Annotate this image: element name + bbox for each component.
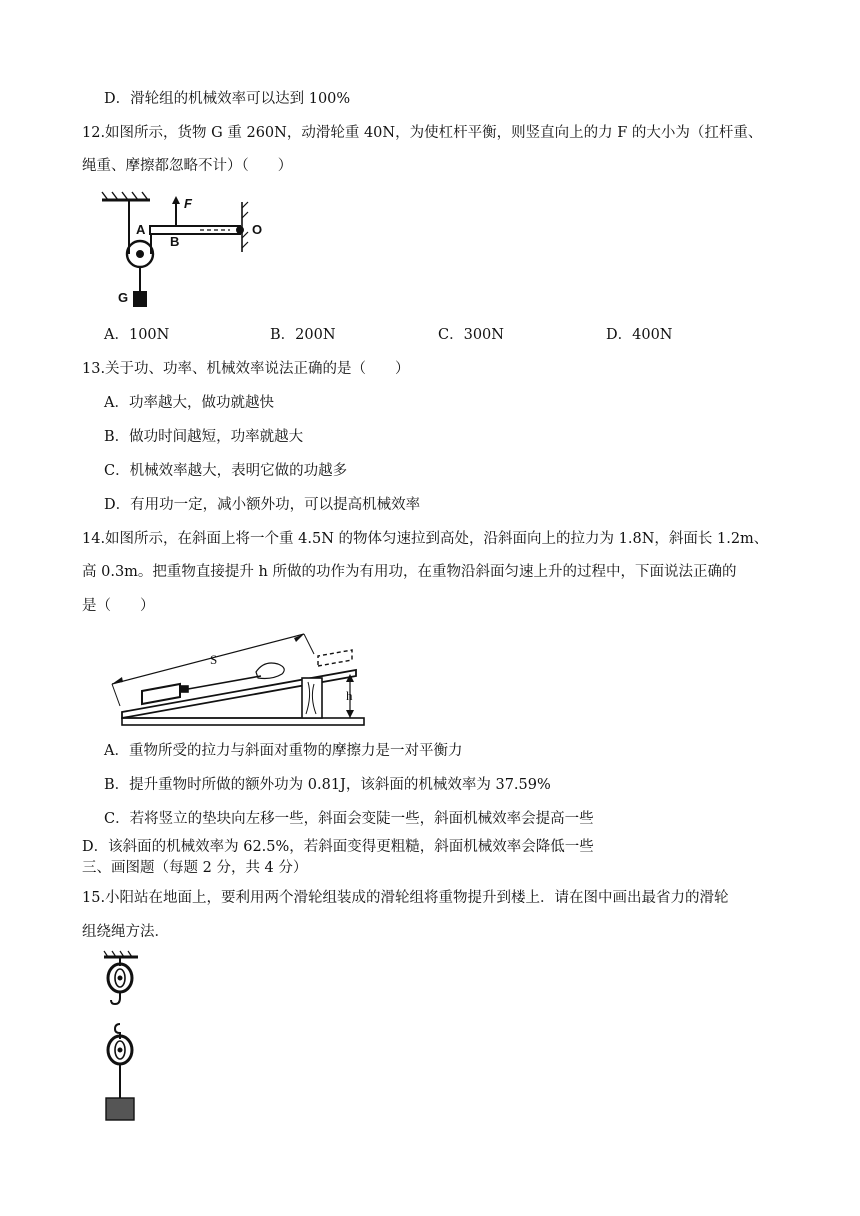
- q15-stem-line1: 15.小阳站在地面上，要利用两个滑轮组装成的滑轮组将重物提升到楼上．请在图中画出最省力的滑轮: [82, 890, 729, 906]
- q13-option-b: B．做功时间越短，功率就越大: [104, 429, 304, 445]
- q12-label-a: A: [136, 222, 146, 237]
- q12-label-g: G: [118, 290, 129, 305]
- q13-option-a: A．功率越大，做功就越快: [104, 395, 274, 411]
- q12-lever-pulley-figure: [100, 188, 280, 312]
- q14-stem-line1: 14.如图所示，在斜面上将一个重 4.5N 的物体匀速拉到高处，沿斜面向上的拉力为 1.8N，斜面长 1.2m、: [82, 531, 769, 547]
- q14-stem-line3: 是（ ）: [82, 598, 155, 614]
- q14-label-s: S: [210, 652, 218, 667]
- q12-stem-line2: 绳重、摩擦都忽略不计）（ ）: [82, 158, 293, 174]
- q13-option-d: D．有用功一定，减小额外功，可以提高机械效率: [104, 497, 421, 513]
- section3-heading: 三、画图题（每题 2 分，共 4 分）: [82, 860, 308, 876]
- q12-label-b: B: [170, 234, 180, 249]
- q14-stem-line2: 高 0.3m。把重物直接提升 h 所做的功作为有用功，在重物沿斜面匀速上升的过程中，下面说法正确的: [82, 564, 737, 580]
- q12-option-b: B．200N: [270, 327, 336, 343]
- q12-option-d: D．400N: [606, 327, 673, 343]
- q12-label-o: O: [252, 222, 263, 237]
- q14-option-a: A．重物所受的拉力与斜面对重物的摩擦力是一对平衡力: [104, 743, 463, 759]
- q15-pulley-figure: [98, 950, 148, 1128]
- q14-option-d: D．该斜面的机械效率为 62.5%，若斜面变得更粗糙，斜面机械效率会降低一些: [82, 839, 594, 855]
- q14-option-b: B．提升重物时所做的额外功为 0.81J，该斜面的机械效率为 37.59%: [104, 777, 551, 793]
- q14-incline-figure: [106, 626, 370, 730]
- q15-stem-line2: 组绕绳方法．: [82, 924, 169, 940]
- q12-stem-line1: 12.如图所示，货物 G 重 260N，动滑轮重 40N，为使杠杆平衡，则竖直向上的力 F 的大小为（扛杆重、: [82, 125, 763, 141]
- q12-option-c: C．300N: [438, 327, 504, 343]
- q13-stem: 13.关于功、功率、机械效率说法正确的是（ ）: [82, 361, 410, 377]
- q12-option-a: A．100N: [104, 327, 170, 343]
- q14-label-h: h: [346, 688, 353, 703]
- q13-option-c: C．机械效率越大，表明它做的功越多: [104, 463, 348, 479]
- q14-option-c: C．若将竖立的垫块向左移一些，斜面会变陡一些，斜面机械效率会提高一些: [104, 811, 594, 827]
- q11-option-d: D．滑轮组的机械效率可以达到 100%: [104, 91, 351, 107]
- q12-label-f: F: [184, 196, 192, 211]
